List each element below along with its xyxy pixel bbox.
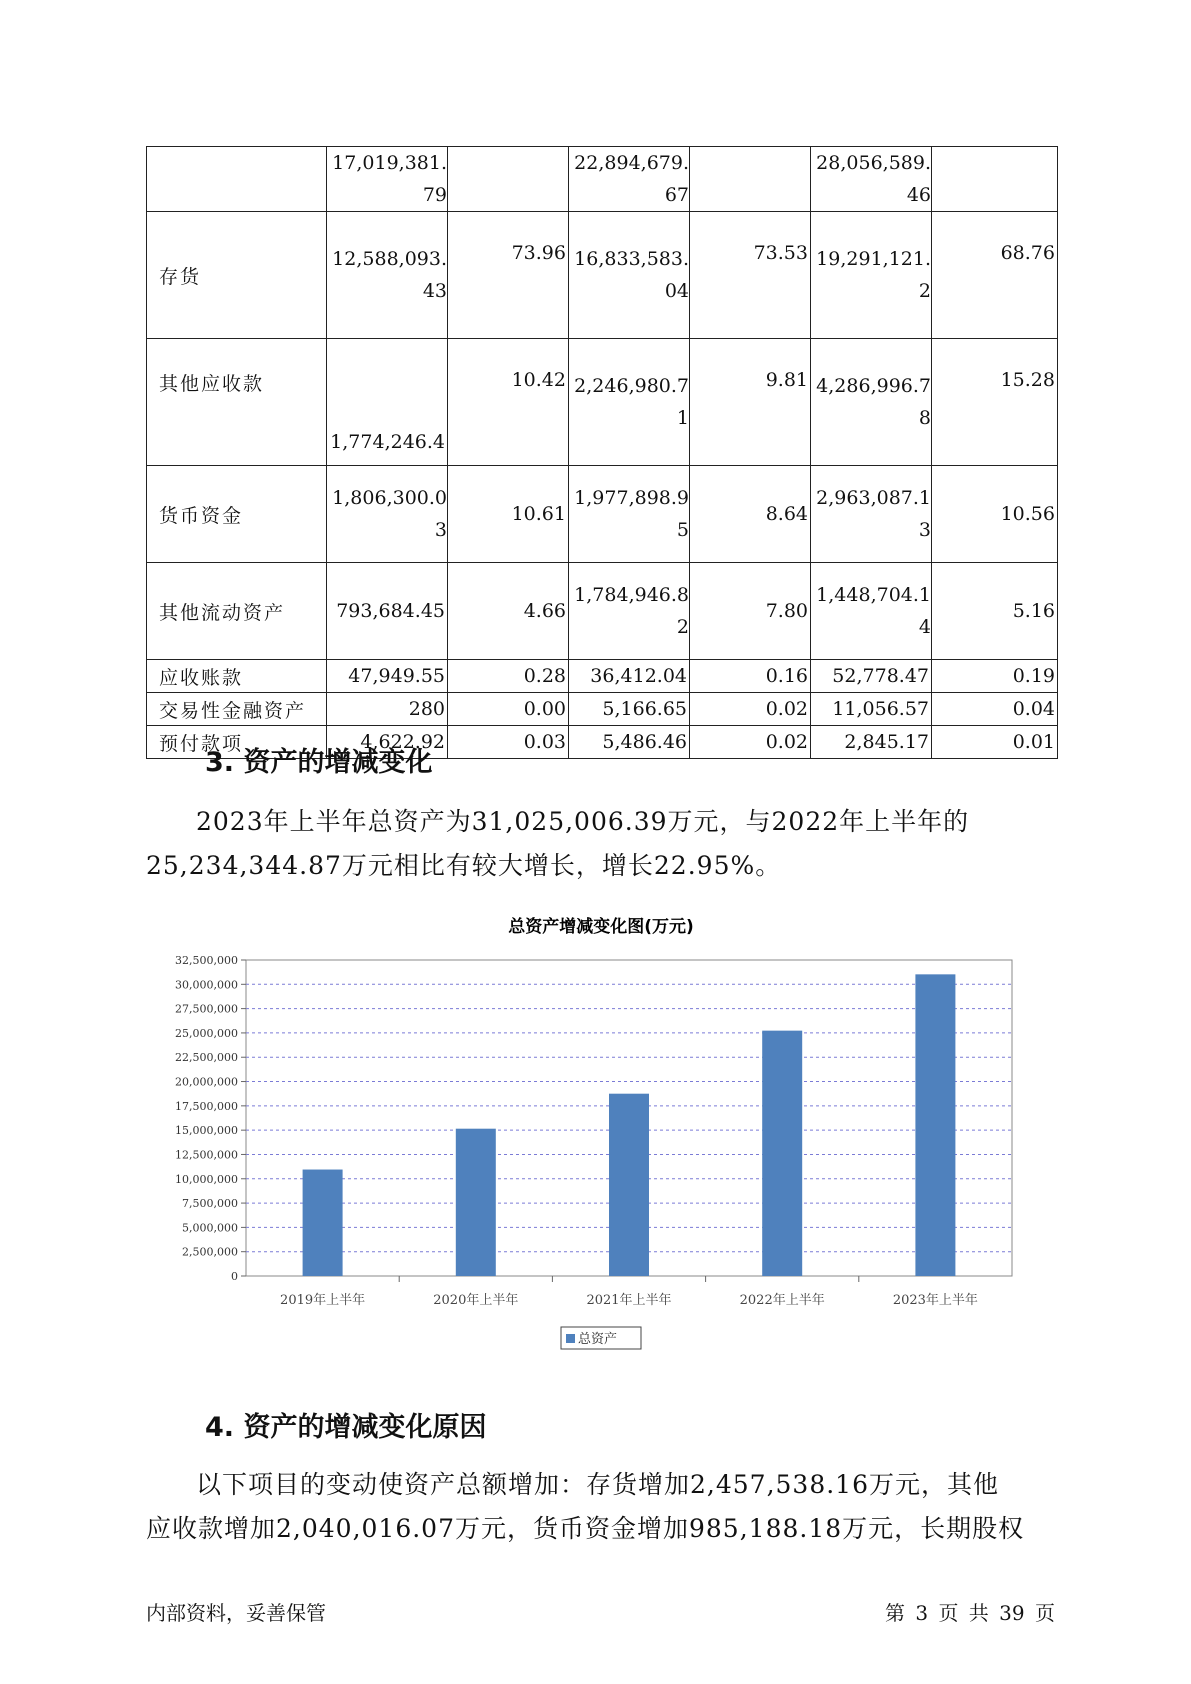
table-cell: 1,774,246.4 (327, 339, 448, 466)
cell-value-part: 3 (918, 519, 931, 541)
table-cell: 9.81 (690, 339, 811, 466)
table-cell: 0.16 (690, 660, 811, 693)
cell-value-part: 1,448,704.1 (816, 584, 931, 606)
table-cell (811, 339, 932, 466)
section-heading: 4. 资产的增减变化原因 (205, 1412, 487, 1443)
paragraph-line: 应收款增加2,040,016.07万元，货币资金增加985,188.18万元，长期股权 (146, 1514, 1025, 1543)
table-cell: 15.28 (932, 339, 1058, 466)
y-tick-label: 30,000,000 (175, 978, 238, 992)
y-tick-label: 17,500,000 (175, 1099, 238, 1113)
row-label: 存货 (147, 212, 327, 339)
table-cell: 10.61 (448, 466, 569, 563)
y-tick-label: 25,000,000 (175, 1026, 238, 1040)
table-cell: 0.28 (448, 660, 569, 693)
table-cell: 4.66 (448, 563, 569, 660)
cell-value-part: 2 (918, 280, 931, 302)
cell-value-part: 8 (918, 407, 931, 429)
table-cell: 280 (327, 693, 448, 726)
table-row (147, 693, 1058, 726)
table-cell: 7.80 (690, 563, 811, 660)
x-axis-ticks (280, 1276, 978, 1308)
table-cell: 4,622.92 (327, 726, 448, 759)
table-row (147, 147, 1058, 212)
cell-value-part: 2,246,980.7 (574, 375, 689, 397)
row-label: 应收账款 (147, 660, 327, 693)
cell-value-part: 17,019,381. (332, 152, 447, 174)
table-cell (327, 147, 448, 212)
table-cell: 73.53 (690, 212, 811, 339)
page-number: 第 3 页 共 39 页 (885, 1601, 1055, 1625)
y-tick-label: 32,500,000 (175, 954, 238, 967)
cell-value-part: 1,784,946.8 (574, 584, 689, 606)
y-tick-label: 2,500,000 (182, 1245, 238, 1259)
cell-value-part: 1 (676, 407, 689, 429)
table-cell: 0.02 (690, 693, 811, 726)
paragraph-line: 以下项目的变动使资产总额增加：存货增加2,457,538.16万元，其他 (196, 1470, 999, 1499)
table-cell (147, 147, 327, 212)
table-cell: 52,778.47 (811, 660, 932, 693)
cell-value-part: 22,894,679. (574, 152, 689, 174)
cell-value-part: 3 (434, 519, 447, 541)
asset-table (146, 146, 1058, 759)
x-tick-label: 2022年上半年 (739, 1293, 825, 1308)
table-cell: 5.16 (932, 563, 1058, 660)
y-tick-label: 0 (231, 1270, 238, 1283)
row-label: 货币资金 (147, 466, 327, 563)
cell-value-part: 4 (918, 616, 931, 638)
cell-value-part: 04 (664, 280, 689, 302)
bar (609, 1094, 649, 1276)
table-cell (569, 339, 690, 466)
table-cell: 0.00 (448, 693, 569, 726)
table-cell: 10.56 (932, 466, 1058, 563)
table-row (147, 466, 1058, 563)
bar (303, 1170, 343, 1276)
cell-value-part: 4,286,996.7 (816, 375, 931, 397)
section-heading: 3. 资产的增减变化 (205, 747, 433, 778)
y-tick-label: 10,000,000 (175, 1172, 238, 1186)
table-row (147, 660, 1058, 693)
y-tick-label: 22,500,000 (175, 1051, 238, 1065)
table-cell (569, 212, 690, 339)
paragraph-line: 25,234,344.87万元相比有较大增长，增长22.95%。 (146, 851, 782, 880)
table-cell: 10.42 (448, 339, 569, 466)
table-cell (569, 563, 690, 660)
cell-value-part: 1,977,898.9 (574, 487, 689, 509)
table-cell: 8.64 (690, 466, 811, 563)
y-axis-ticks (175, 954, 246, 1283)
chart-title: 总资产增减变化图(万元) (508, 917, 694, 937)
table-cell: 11,056.57 (811, 693, 932, 726)
x-tick-label: 2019年上半年 (280, 1293, 366, 1308)
footer-confidential: 内部资料，妥善保管 (146, 1601, 326, 1625)
table-cell (811, 466, 932, 563)
table-row (147, 339, 1058, 466)
table-cell (690, 147, 811, 212)
table-row (147, 212, 1058, 339)
legend-swatch (566, 1334, 575, 1343)
cell-value-part: 43 (422, 280, 447, 302)
y-tick-label: 7,500,000 (182, 1197, 238, 1211)
cell-value-part: 67 (664, 184, 689, 206)
section-paragraph (146, 1463, 1056, 1551)
legend (561, 1327, 641, 1349)
table-cell: 0.02 (690, 726, 811, 759)
table-cell (569, 147, 690, 212)
table-cell (327, 466, 448, 563)
cell-value-part: 2 (676, 616, 689, 638)
table-cell (569, 466, 690, 563)
x-tick-label: 2021年上半年 (586, 1293, 672, 1308)
table-cell: 5,486.46 (569, 726, 690, 759)
table-cell: 0.03 (448, 726, 569, 759)
section-paragraph (146, 800, 1056, 888)
table-cell: 5,166.65 (569, 693, 690, 726)
row-label: 其他应收款 (147, 339, 327, 466)
table-cell: 0.04 (932, 693, 1058, 726)
table-cell (811, 563, 932, 660)
y-tick-label: 27,500,000 (175, 1002, 238, 1016)
cell-value-part: 79 (422, 184, 447, 206)
table-row (147, 563, 1058, 660)
legend-label: 总资产 (578, 1332, 618, 1347)
y-tick-label: 5,000,000 (182, 1221, 238, 1235)
table-cell (811, 147, 932, 212)
cell-value-part: 2,963,087.1 (816, 487, 931, 509)
chart-svg (146, 905, 1057, 1375)
cell-value-part: 28,056,589. (816, 152, 931, 174)
y-tick-label: 15,000,000 (175, 1124, 238, 1138)
table-cell (811, 212, 932, 339)
bar (456, 1129, 496, 1276)
table-cell: 73.96 (448, 212, 569, 339)
table-cell: 793,684.45 (327, 563, 448, 660)
table-cell: 0.19 (932, 660, 1058, 693)
table-cell: 47,949.55 (327, 660, 448, 693)
cell-value-part: 16,833,583. (574, 248, 689, 270)
cell-value-part: 46 (906, 184, 931, 206)
cell-value-part: 1,806,300.0 (332, 487, 447, 509)
cell-value-part: 12,588,093. (332, 248, 447, 270)
table-cell: 68.76 (932, 212, 1058, 339)
total-assets-chart (146, 905, 1057, 1375)
bar (915, 974, 955, 1276)
table-cell: 36,412.04 (569, 660, 690, 693)
paragraph-line: 2023年上半年总资产为31,025,006.39万元，与2022年上半年的 (196, 807, 970, 836)
x-tick-label: 2020年上半年 (433, 1293, 519, 1308)
table-cell (327, 212, 448, 339)
bar (762, 1031, 802, 1276)
row-label: 其他流动资产 (147, 563, 327, 660)
table-cell: 2,845.17 (811, 726, 932, 759)
table-cell (448, 147, 569, 212)
y-tick-label: 20,000,000 (175, 1075, 238, 1089)
y-tick-label: 12,500,000 (175, 1148, 238, 1162)
cell-value-part: 19,291,121. (816, 248, 931, 270)
table-cell: 0.01 (932, 726, 1058, 759)
x-tick-label: 2023年上半年 (892, 1293, 978, 1308)
row-label: 交易性金融资产 (147, 693, 327, 726)
table-cell (932, 147, 1058, 212)
row-label: 预付款项 (147, 726, 327, 759)
cell-value-part: 5 (676, 519, 689, 541)
